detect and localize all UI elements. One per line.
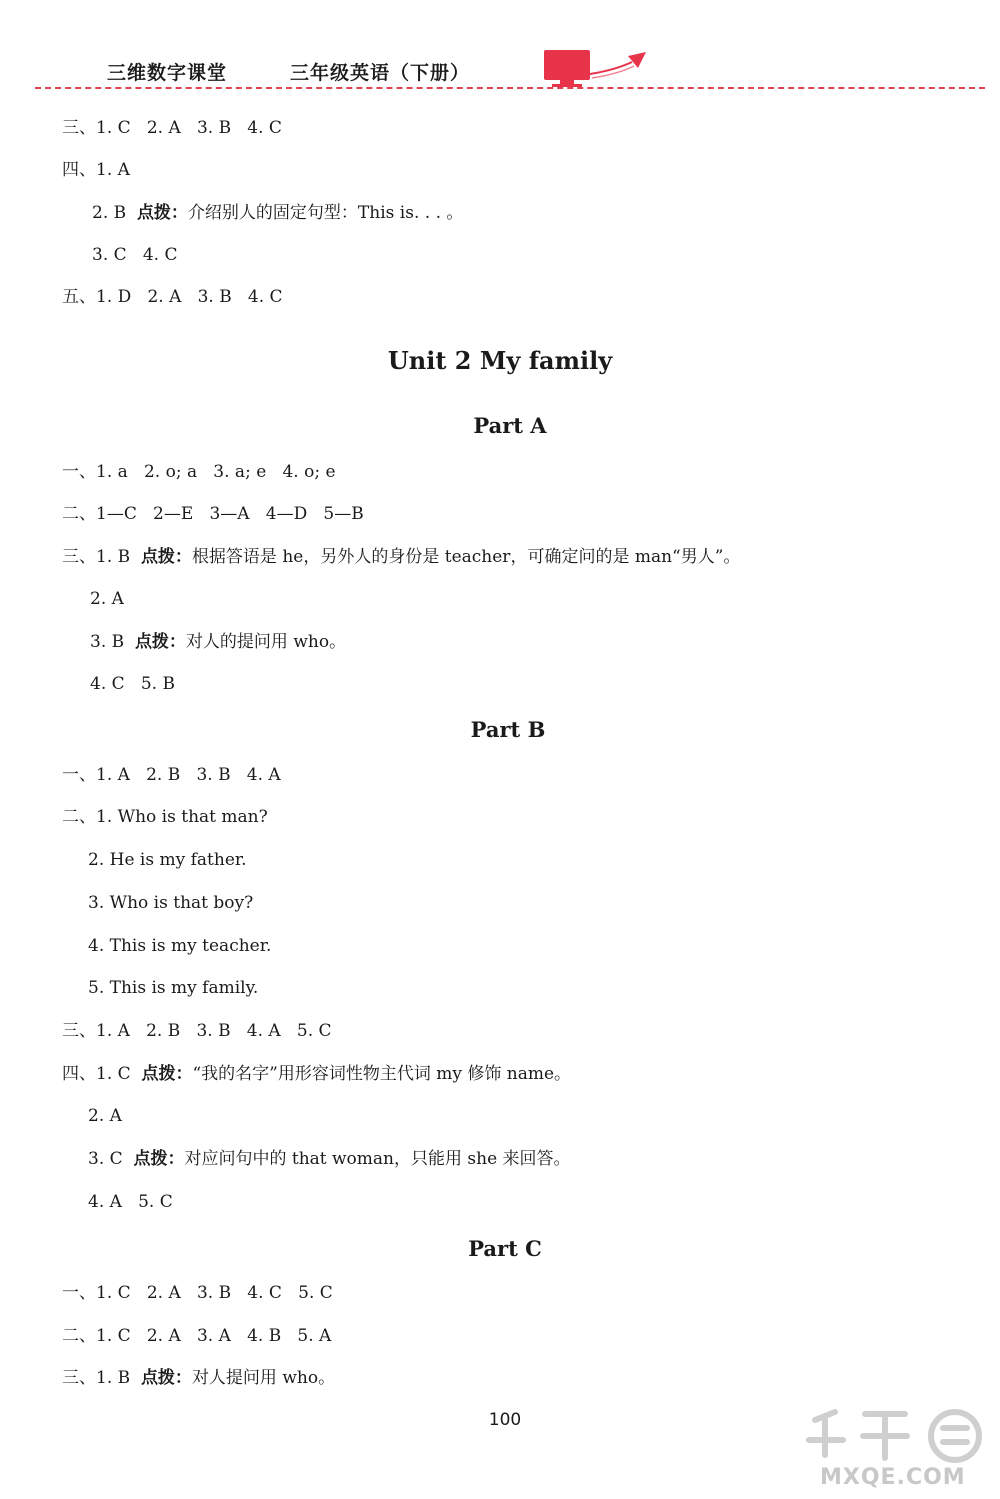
page-number: 100	[488, 1410, 522, 1430]
tip-label: 点拨：	[141, 1064, 193, 1084]
answer-line: 一、1. a 2. o; a 3. a; e 4. o; e	[62, 462, 336, 482]
unit-title: Unit 2 My family	[387, 346, 613, 375]
part-c-title: Part C	[468, 1236, 542, 1261]
answer-line: 三、1. B 点拨：根据答语是 he，另外人的身份是 teacher，可确定问的是 man“男人”。	[62, 547, 741, 567]
watermark-site: MXQE.COM	[820, 1465, 966, 1490]
answer-line: 3. C 点拨：对应问句中的 that woman，只能用 she 来回答。	[88, 1149, 571, 1169]
answer-line: 一、1. A 2. B 3. B 4. A	[62, 765, 281, 785]
answer-line: 3. C 4. C	[92, 245, 178, 265]
answer-line: 五、1. D 2. A 3. B 4. C	[62, 287, 283, 307]
answer-line: 3. Who is that boy?	[88, 893, 254, 913]
answer-line: 三、1. A 2. B 3. B 4. A 5. C	[62, 1021, 332, 1041]
header-divider	[35, 87, 985, 89]
part-b-title: Part B	[470, 717, 546, 742]
monitor-rocket-icon	[540, 48, 650, 90]
answer-line: 三、1. C 2. A 3. B 4. C	[62, 118, 282, 138]
series-title: 三维数字课堂	[107, 62, 228, 84]
tip-label: 点拨：	[140, 1368, 192, 1388]
answer-line: 二、1—C 2—E 3—A 4—D 5—B	[62, 504, 364, 524]
answer-line: 2. A	[88, 1106, 122, 1126]
answer-line: 4. This is my teacher.	[88, 936, 272, 956]
answer-line: 二、1. C 2. A 3. A 4. B 5. A	[62, 1326, 332, 1346]
answer-line: 2. A	[90, 589, 124, 609]
tip-label: 点拨：	[133, 1149, 185, 1169]
tip-label: 点拨：	[134, 632, 186, 652]
answer-line: 2. B 点拨：介绍别人的固定句型：This is. . . 。	[92, 203, 464, 223]
answer-line: 4. A 5. C	[88, 1192, 173, 1212]
tip-label: 点拨：	[136, 203, 188, 223]
answer-line: 四、1. C 点拨：“我的名字”用形容词性物主代词 my 修饰 name。	[62, 1064, 572, 1084]
part-a-title: Part A	[473, 413, 547, 438]
answer-line: 三、1. B 点拨：对人提问用 who。	[62, 1368, 336, 1388]
answer-line: 二、1. Who is that man?	[62, 807, 268, 827]
page-header	[0, 0, 1000, 100]
answer-line: 4. C 5. B	[90, 674, 175, 694]
answer-line: 四、1. A	[62, 160, 130, 180]
answer-line: 2. He is my father.	[88, 850, 247, 870]
answer-line: 一、1. C 2. A 3. B 4. C 5. C	[62, 1283, 333, 1303]
book-title: 三年级英语（下册）	[290, 62, 471, 84]
answer-line: 3. B 点拨：对人的提问用 who。	[90, 632, 347, 652]
tip-label: 点拨：	[140, 547, 192, 567]
answer-line: 5. This is my family.	[88, 978, 259, 998]
